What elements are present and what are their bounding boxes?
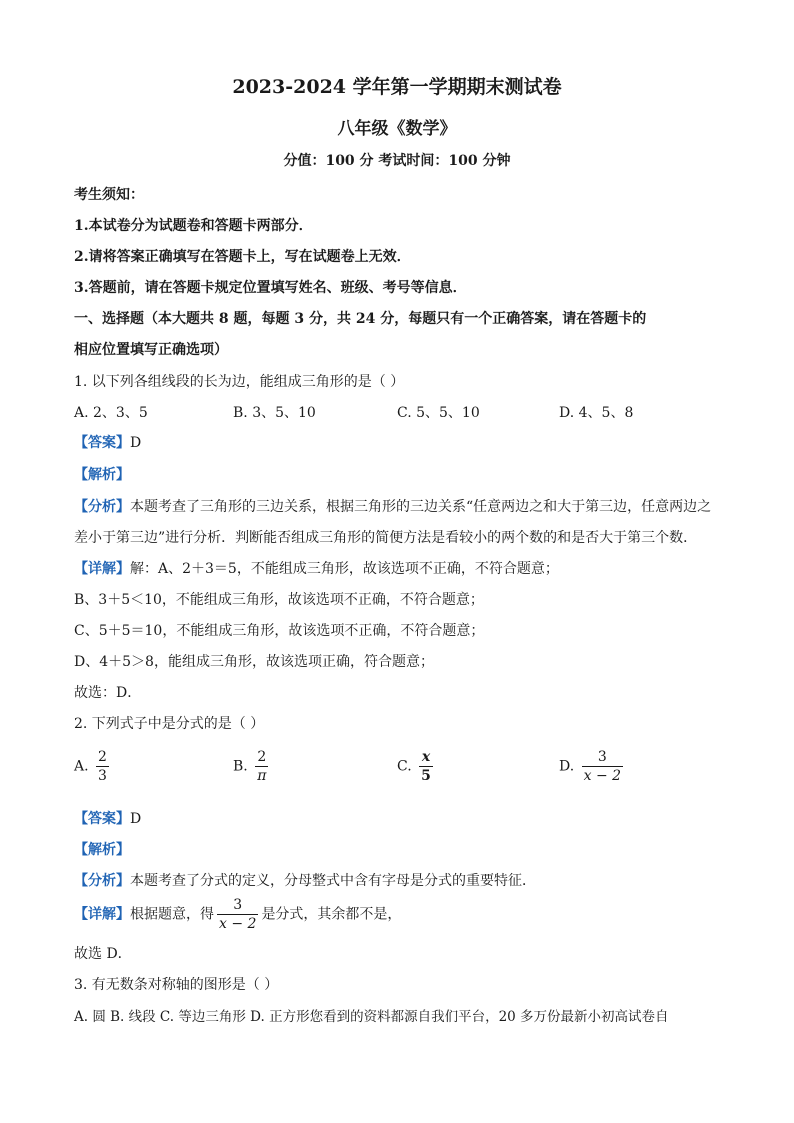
analysis-tag: 【解析】 [74, 467, 130, 483]
xiangjie-tag: 【详解】 [74, 561, 130, 577]
q1-detail-d: D、4＋5＞8，能组成三角形，故该选项正确，符合题意； [74, 654, 434, 670]
q1-detail-c: C、5＋5＝10，不能组成三角形，故该选项不正确，不符合题意； [74, 623, 485, 639]
numerator: 3 [217, 896, 258, 915]
exam-subject: 八年级《数学》 [337, 119, 457, 139]
q1-stem: 1. 以下列各组线段的长为边，能组成三角形的是（ ） [74, 374, 405, 390]
denominator: π [257, 768, 267, 784]
q2-option-d-fraction [582, 748, 623, 785]
xiangjie-tag: 【详解】 [74, 906, 130, 923]
q2-option-a-fraction [96, 748, 109, 785]
q2-option-c-fraction [419, 748, 433, 785]
q3-options-line: A. 圆 B. 线段 C. 等边三角形 D. 正方形您看到的资料都源自我们平台，20 多万份最新小初高试卷自 [74, 1009, 669, 1025]
numerator: 2 [98, 749, 107, 765]
denominator: x − 2 [219, 916, 257, 932]
denominator: 5 [421, 768, 431, 784]
q2-answer: D [130, 811, 142, 827]
notice-item-2: 2.请将答案正确填写在答题卡上，写在试题卷上无效． [74, 249, 411, 265]
q2-fenxi-line [74, 870, 536, 890]
q1-answer: D [130, 435, 142, 451]
numerator: 2 [255, 748, 268, 767]
notice-item-3: 3.答题前，请在答题卡规定位置填写姓名、班级、考号等信息． [74, 280, 467, 296]
q1-fenxi-line2: 差小于第三边”进行分析．判断能否组成三角形的简便方法是看较小的两个数的和是否大于第三个数． [74, 530, 698, 546]
q3-stem: 3. 有无数条对称轴的图形是（ ） [74, 977, 279, 993]
exam-title: 2023-2024 学年第一学期期末测试卷 [232, 76, 562, 98]
q2-detail-line [74, 896, 401, 933]
numerator: 3 [582, 748, 623, 767]
q2-answer-line [74, 808, 141, 828]
section1-heading-line2: 相应位置填写正确选项） [74, 342, 228, 358]
q2-stem: 2. 下列式子中是分式的是（ ） [74, 716, 265, 732]
fenxi-tag: 【分析】 [74, 873, 130, 889]
q2-option-b-fraction [255, 748, 268, 785]
q2-option-c-letter: C. [397, 758, 412, 775]
q1-option-d: D. 4、5、8 [559, 405, 634, 421]
answer-tag: 【答案】 [74, 811, 130, 827]
q1-fenxi-line1 [74, 496, 711, 516]
q2-option-b [233, 748, 271, 785]
q1-conclusion: 故选：D． [74, 685, 142, 701]
denominator: x − 2 [583, 768, 622, 784]
notice-item-1: 1.本试卷分为试题卷和答题卡两部分． [74, 218, 313, 234]
q1-answer-line [74, 432, 141, 452]
exam-info: 分值：100 分 考试时间：100 分钟 [283, 153, 511, 169]
q2-detail-post: 是分式，其余都不是， [261, 906, 402, 923]
answer-tag: 【答案】 [74, 435, 130, 451]
q2-analysis-tag [74, 839, 130, 859]
q2-fenxi-text: 本题考查了分式的定义，分母整式中含有字母是分式的重要特征． [130, 873, 536, 889]
q2-detail-pre: 根据题意，得 [130, 906, 214, 923]
section1-heading-line1: 一、选择题（本大题共 8 题，每题 3 分，共 24 分，每题只有一个正确答案，请在答题卡的 [74, 311, 647, 327]
q1-option-a: A. 2、3、5 [74, 405, 148, 421]
denominator: 3 [98, 768, 107, 784]
analysis-tag: 【解析】 [74, 842, 130, 858]
q2-option-a-letter: A. [74, 758, 89, 775]
q2-conclusion: 故选 D． [74, 946, 132, 962]
numerator: x [419, 748, 433, 767]
q1-detail-a-text: 解：A、2＋3＝5，不能组成三角形，故该选项不正确，不符合题意； [130, 561, 559, 577]
notice-title: 考生须知： [74, 187, 144, 203]
q2-option-c [397, 748, 436, 785]
q1-analysis-tag [74, 464, 130, 484]
q2-option-a [74, 748, 112, 785]
q1-fenxi-text-1: 本题考查了三角形的三边关系，根据三角形的三边关系“任意两边之和大于第三边，任意两边之 [130, 499, 712, 515]
q2-option-d [559, 748, 626, 785]
q1-option-b: B. 3、5、10 [233, 405, 316, 421]
q2-detail-fraction [217, 896, 258, 933]
q1-detail-a [74, 558, 559, 578]
q2-option-b-letter: B. [233, 758, 248, 775]
q2-option-d-letter: D. [559, 758, 575, 775]
fenxi-tag: 【分析】 [74, 499, 130, 515]
q1-detail-b: B、3＋5＜10，不能组成三角形，故该选项不正确，不符合题意； [74, 592, 484, 608]
q1-option-c: C. 5、5、10 [397, 405, 480, 421]
